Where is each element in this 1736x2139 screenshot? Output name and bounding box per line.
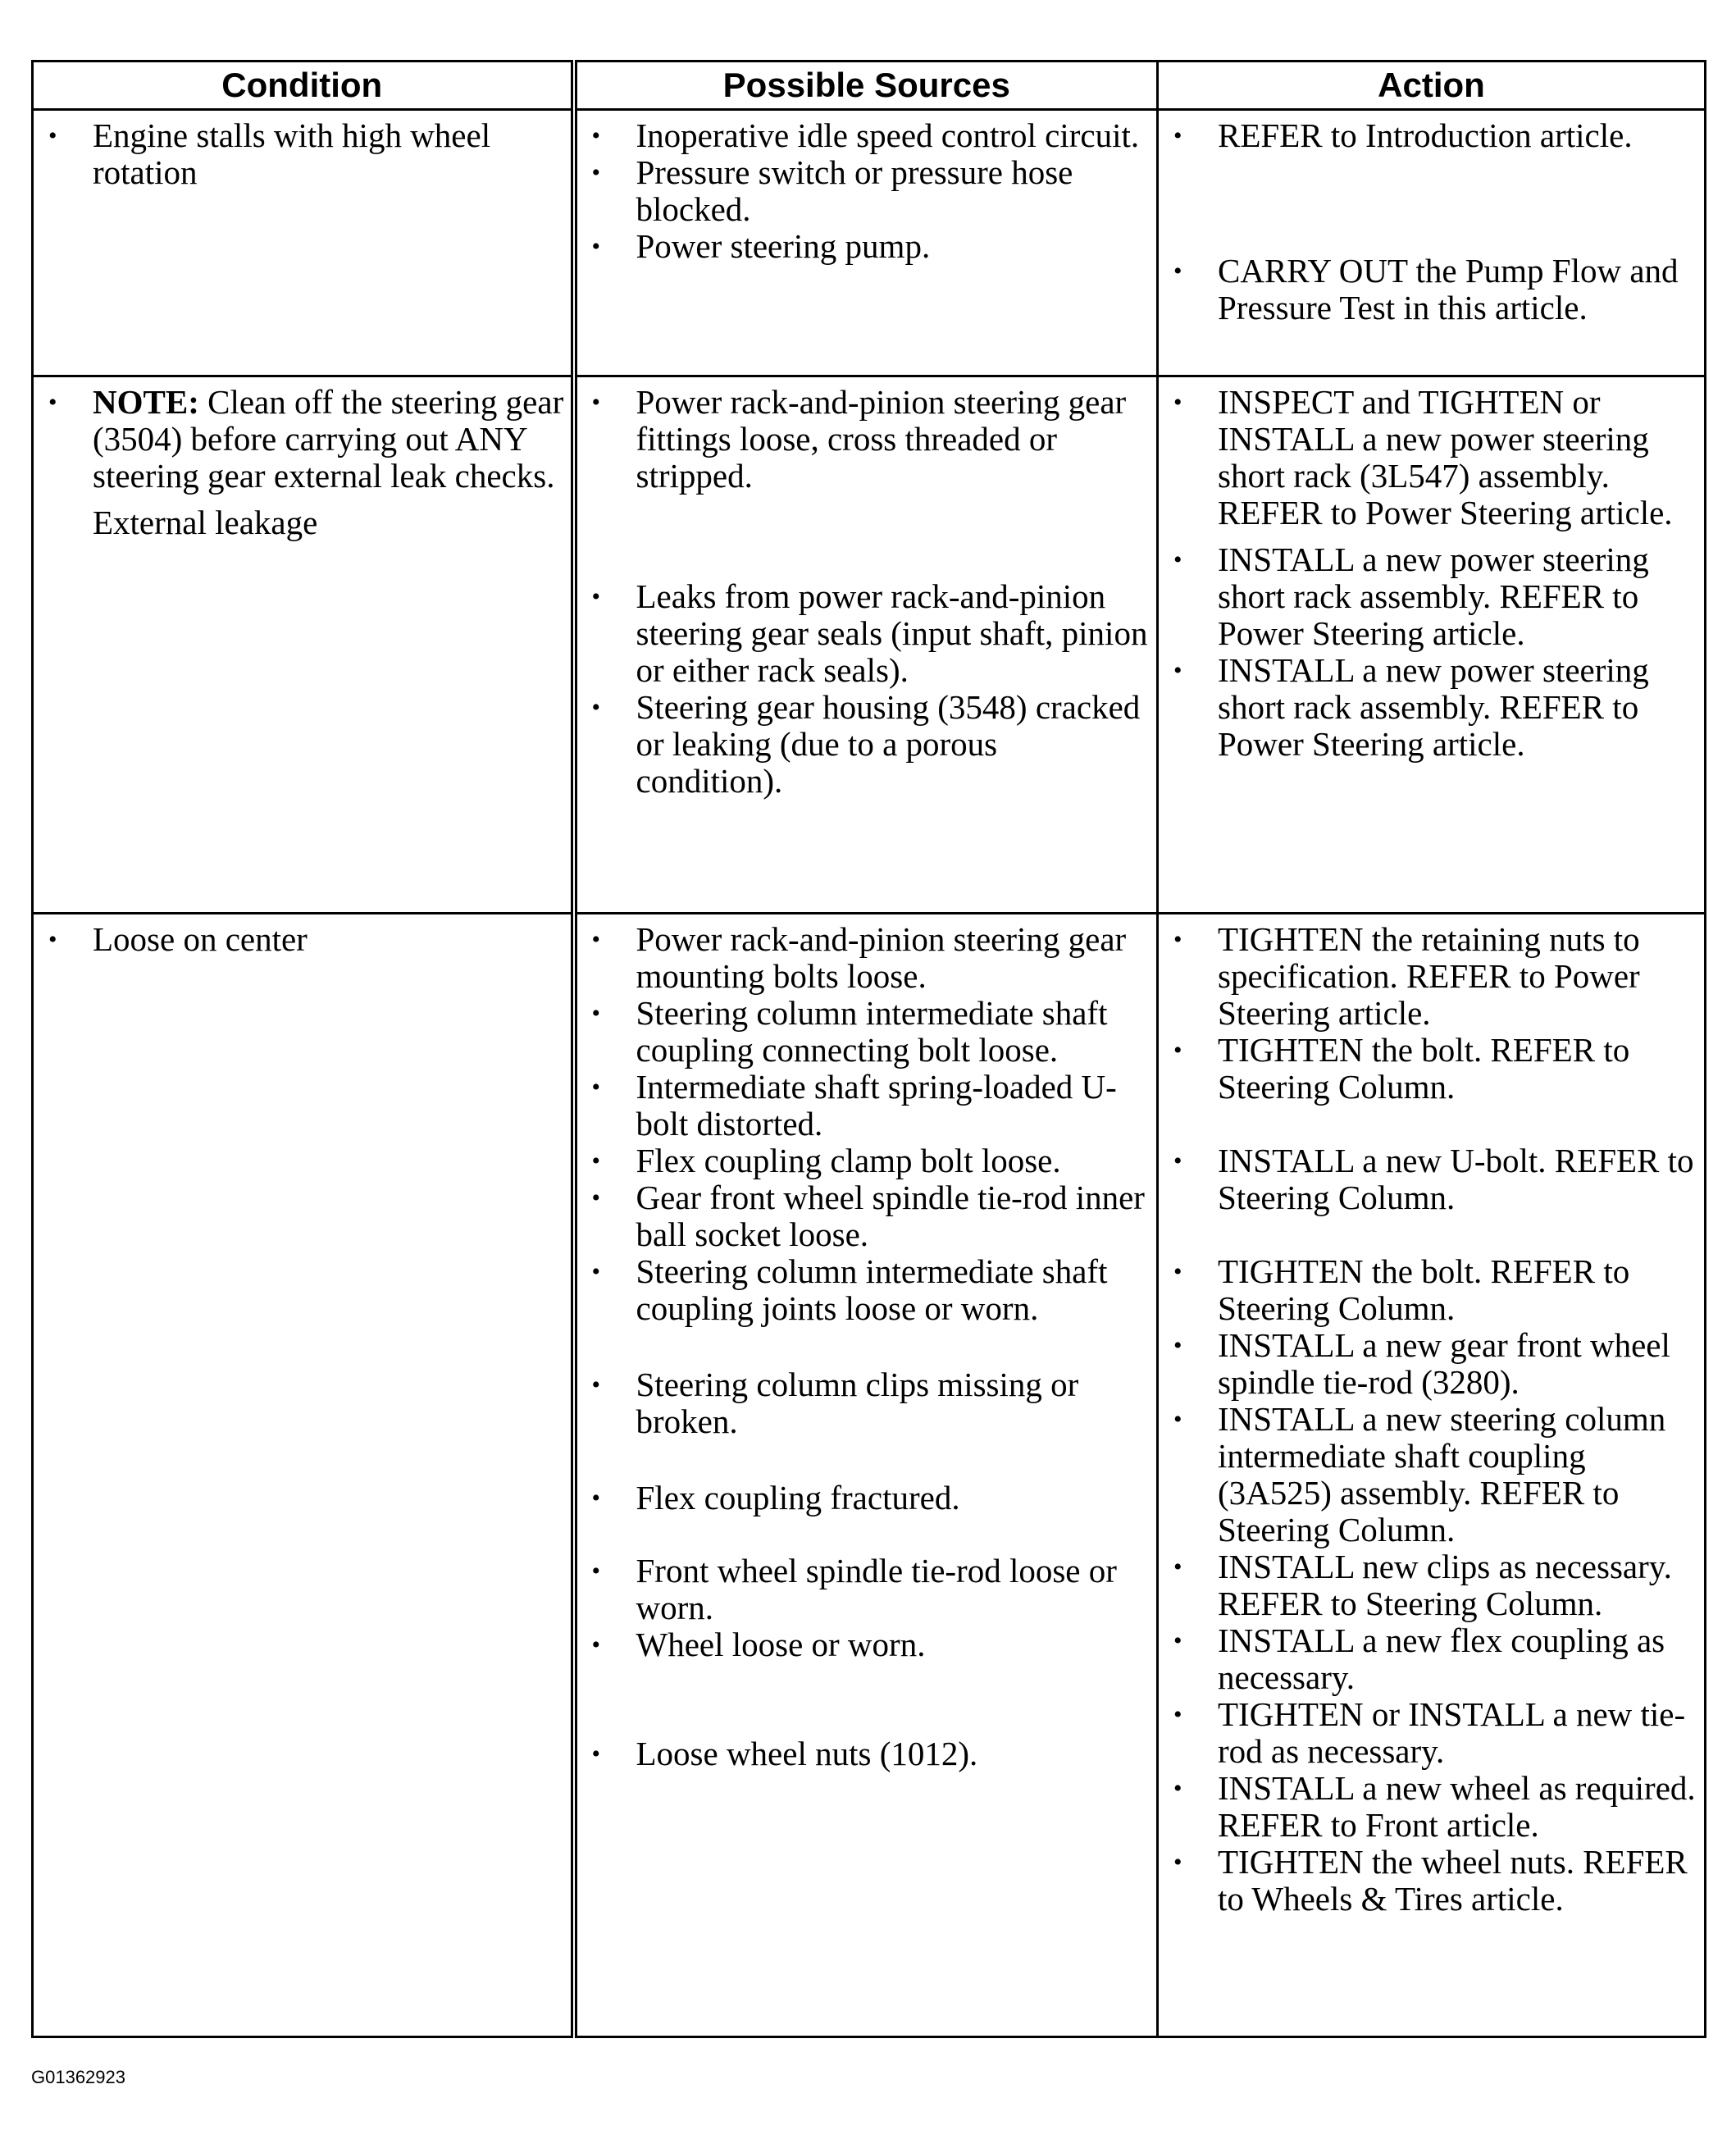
sources-cell: [574, 376, 1158, 914]
source-item: • Intermediate shaft spring-loaded U-bolt distorted.: [587, 1069, 1152, 1142]
bullet-icon: •: [48, 122, 57, 149]
bullet-icon: •: [591, 1740, 601, 1767]
source-item: • Power steering pump.: [587, 228, 1152, 265]
bullet-icon: •: [1173, 546, 1182, 573]
condition-label: External leakage: [93, 504, 318, 541]
action-item: • INSTALL a new gear front wheel spindle tie-rod (3280).: [1169, 1327, 1699, 1401]
action-item: • TIGHTEN the wheel nuts. REFER to Wheels & Tires article.: [1169, 1844, 1699, 1918]
action-item: • INSTALL a new U-bolt. REFER to Steering Column.: [1169, 1142, 1699, 1216]
source-item: • Gear front wheel spindle tie-rod inner ball socket loose.: [587, 1179, 1152, 1253]
action-item: • INSTALL a new steering column intermediate shaft coupling (3A525) assembly. REFER to Steering Column.: [1169, 1401, 1699, 1548]
table-row: [33, 914, 1706, 2037]
figure-code: G01362923: [31, 2067, 125, 2087]
bullet-icon: •: [48, 389, 57, 416]
source-item: • Power rack-and-pinion steering gear fittings loose, cross threaded or stripped.: [587, 384, 1152, 495]
source-item: • Steering column intermediate shaft coupling joints loose or worn.: [587, 1253, 1152, 1327]
source-item: • Front wheel spindle tie-rod loose or worn.: [587, 1553, 1152, 1626]
bullet-icon: •: [591, 1258, 601, 1285]
action-item: • TIGHTEN the bolt. REFER to Steering Column.: [1169, 1032, 1699, 1106]
bullet-icon: •: [591, 233, 601, 260]
source-item: • Steering column clips missing or broken.: [587, 1366, 1152, 1440]
bullet-icon: •: [1173, 1775, 1182, 1802]
action-item: • TIGHTEN the retaining nuts to specification. REFER to Power Steering article.: [1169, 921, 1699, 1032]
source-item: • Leaks from power rack-and-pinion steering gear seals (input shaft, pinion or either rack seals).: [587, 578, 1152, 689]
bullet-icon: •: [591, 389, 601, 416]
bullet-icon: •: [1173, 1553, 1182, 1580]
action-item: • INSTALL a new wheel as required. REFER to Front article.: [1169, 1770, 1699, 1844]
condition-cell: [33, 376, 574, 914]
bullet-icon: •: [591, 1631, 601, 1658]
action-item: • INSTALL new clips as necessary. REFER to Steering Column.: [1169, 1548, 1699, 1622]
bullet-icon: •: [591, 1558, 601, 1585]
bullet-icon: •: [591, 1485, 601, 1512]
header-action: Action: [1158, 62, 1706, 110]
bullet-icon: •: [591, 1147, 601, 1174]
bullet-icon: •: [1173, 122, 1182, 149]
header-row: [33, 62, 1706, 110]
action-item: • INSPECT and TIGHTEN or INSTALL a new power steering short rack (3L547) assembly. REFER to Power Steering article.: [1169, 384, 1699, 531]
source-item: • Flex coupling clamp bolt loose.: [587, 1142, 1152, 1179]
source-item: • Inoperative idle speed control circuit.: [587, 117, 1152, 154]
bullet-icon: •: [591, 926, 601, 953]
condition-cell: [33, 914, 574, 2037]
bullet-icon: •: [48, 926, 57, 953]
bullet-icon: •: [591, 159, 601, 186]
source-item: • Flex coupling fractured.: [587, 1480, 1152, 1516]
action-item: • INSTALL a new flex coupling as necessary.: [1169, 1622, 1699, 1696]
bullet-icon: •: [1173, 657, 1182, 684]
action-cell: [1158, 110, 1706, 376]
action-item: • CARRY OUT the Pump Flow and Pressure Test in this article.: [1169, 253, 1699, 326]
bullet-icon: •: [591, 1074, 601, 1101]
action-item: • TIGHTEN or INSTALL a new tie-rod as necessary.: [1169, 1696, 1699, 1770]
source-item: • Wheel loose or worn.: [587, 1626, 1152, 1663]
action-item: • INSTALL a new power steering short rack assembly. REFER to Power Steering article.: [1169, 652, 1699, 763]
action-item: • TIGHTEN the bolt. REFER to Steering Column.: [1169, 1253, 1699, 1327]
source-item: • Loose wheel nuts (1012).: [587, 1735, 1152, 1772]
note-text: Clean off the steering gear (3504) before carrying out ANY steering gear external leak checks.: [93, 383, 564, 495]
table-row: [33, 376, 1706, 914]
diagnosis-table: [31, 60, 1706, 2038]
bullet-icon: •: [591, 1000, 601, 1027]
condition-item: • Loose on center: [43, 921, 566, 958]
bullet-icon: •: [591, 1371, 601, 1398]
table-row: [33, 110, 1706, 376]
bullet-icon: •: [591, 1184, 601, 1211]
bullet-icon: •: [1173, 1332, 1182, 1359]
bullet-icon: •: [1173, 926, 1182, 953]
bullet-icon: •: [1173, 1147, 1182, 1174]
note-label: NOTE:: [93, 383, 199, 421]
bullet-icon: •: [1173, 1627, 1182, 1654]
source-item: • Steering gear housing (3548) cracked or leaking (due to a porous condition).: [587, 689, 1152, 800]
condition-item: [43, 384, 566, 495]
source-item: • Power rack-and-pinion steering gear mounting bolts loose.: [587, 921, 1152, 995]
sources-cell: [574, 110, 1158, 376]
diagnosis-table-page: [31, 60, 1704, 2038]
sources-cell: [574, 914, 1158, 2037]
source-item: • Pressure switch or pressure hose blocked.: [587, 154, 1152, 228]
bullet-icon: •: [1173, 258, 1182, 285]
action-cell: [1158, 914, 1706, 2037]
action-cell: [1158, 376, 1706, 914]
action-item: • INSTALL a new power steering short rack assembly. REFER to Power Steering article.: [1169, 541, 1699, 652]
header-possible-sources: Possible Sources: [574, 62, 1158, 110]
bullet-icon: •: [591, 694, 601, 721]
condition-cell: [33, 110, 574, 376]
bullet-icon: •: [1173, 389, 1182, 416]
bullet-icon: •: [1173, 1849, 1182, 1876]
bullet-icon: •: [1173, 1037, 1182, 1064]
bullet-icon: •: [1173, 1701, 1182, 1728]
header-condition: Condition: [33, 62, 574, 110]
bullet-icon: •: [1173, 1258, 1182, 1285]
action-item: • REFER to Introduction article.: [1169, 117, 1699, 154]
bullet-icon: •: [591, 122, 601, 149]
condition-item: • Engine stalls with high wheel rotation: [43, 117, 566, 191]
bullet-icon: •: [1173, 1406, 1182, 1433]
bullet-icon: •: [591, 583, 601, 610]
source-item: • Steering column intermediate shaft coupling connecting bolt loose.: [587, 995, 1152, 1069]
